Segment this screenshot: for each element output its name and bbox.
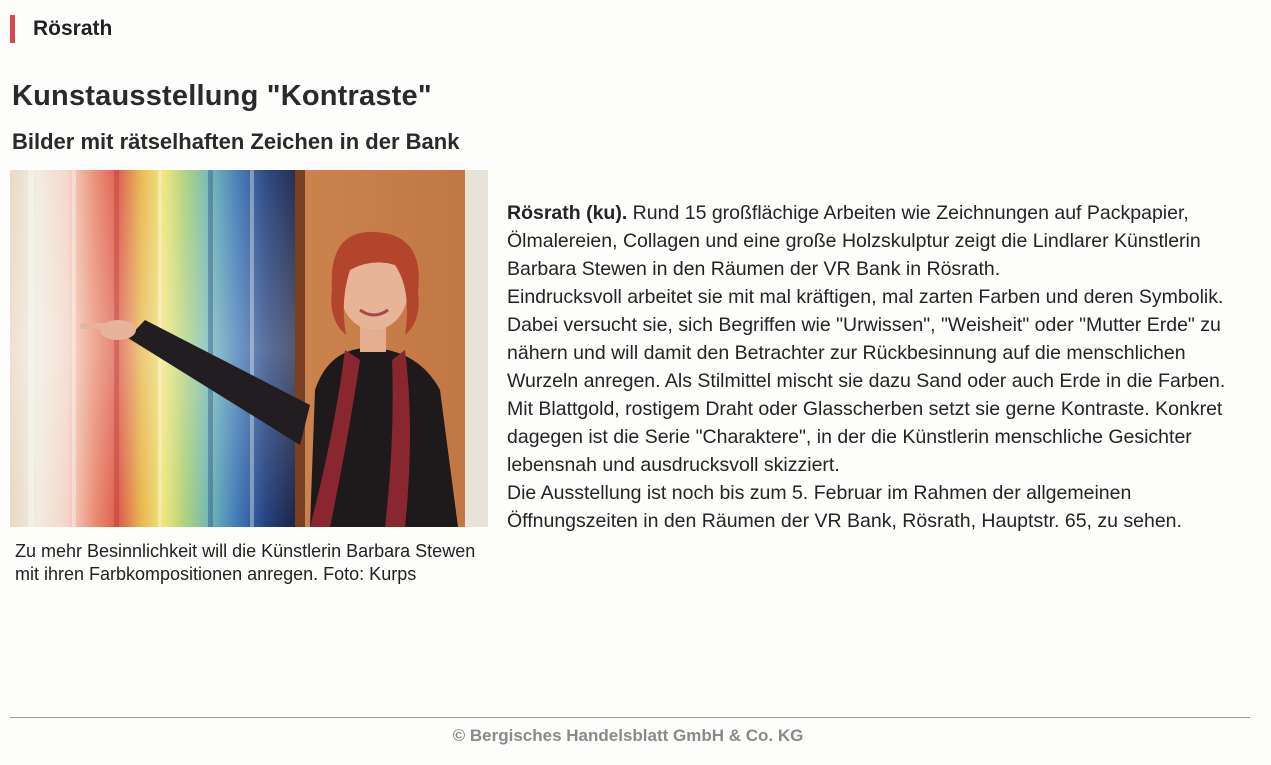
article-paragraph-3: Die Ausstellung ist noch bis zum 5. Februar im Rahmen der allgemeinen Öffnungszeiten in den Räumen der VR Bank, Rösrath, Hauptstr. 65, zu sehen.	[507, 482, 1182, 532]
photo-caption: Zu mehr Besinnlichkeit will die Künstlerin Barbara Stewen mit ihren Farbkompositionen anregen. Foto: Kurps	[15, 541, 476, 584]
copyright-notice: © Bergisches Handelsblatt GmbH & Co. KG	[452, 726, 804, 745]
article-photo	[10, 170, 488, 527]
article-paragraph-1	[507, 199, 1252, 283]
article-headline: Kunstausstellung "Kontraste"	[12, 80, 432, 112]
footer-divider	[10, 717, 1250, 718]
article-dateline: Rösrath (ku).	[507, 202, 628, 224]
section-label: Rösrath	[33, 17, 113, 40]
section-accent-bar	[10, 15, 15, 43]
article-lead-text: Rund 15 großflächige Arbeiten wie Zeichnungen auf Packpapier, Ölmalereien, Collagen und eine große Holzskulptur zeigt die Lindlarer Künstlerin Barbara Stewen in den Räumen der VR Bank in Rösrath.	[507, 202, 1201, 280]
section-header	[10, 14, 112, 44]
article-paragraph-2: Eindrucksvoll arbeitet sie mit mal kräftigen, mal zarten Farben und deren Symbolik. Dabei versucht sie, sich Begriffen wie "Urwissen", "Weisheit" oder "Mutter Erde" zu nähern und will damit den Betrachter zur Rückbesinnung auf die menschlichen Wurzeln anregen. Als Stilmittel mischt sie dazu Sand oder auch Erde in die Farben. Mit Blattgold, rostigem Draht oder Glasscherben setzt sie gerne Kontraste. Konkret dagegen ist die Serie "Charaktere", in der die Künstlerin menschliche Gesichter lebensnah und ausdrucksvoll skizziert.	[507, 286, 1226, 476]
article-subheadline: Bilder mit rätselhaften Zeichen in der Bank	[12, 129, 460, 154]
article-body	[507, 199, 1252, 535]
